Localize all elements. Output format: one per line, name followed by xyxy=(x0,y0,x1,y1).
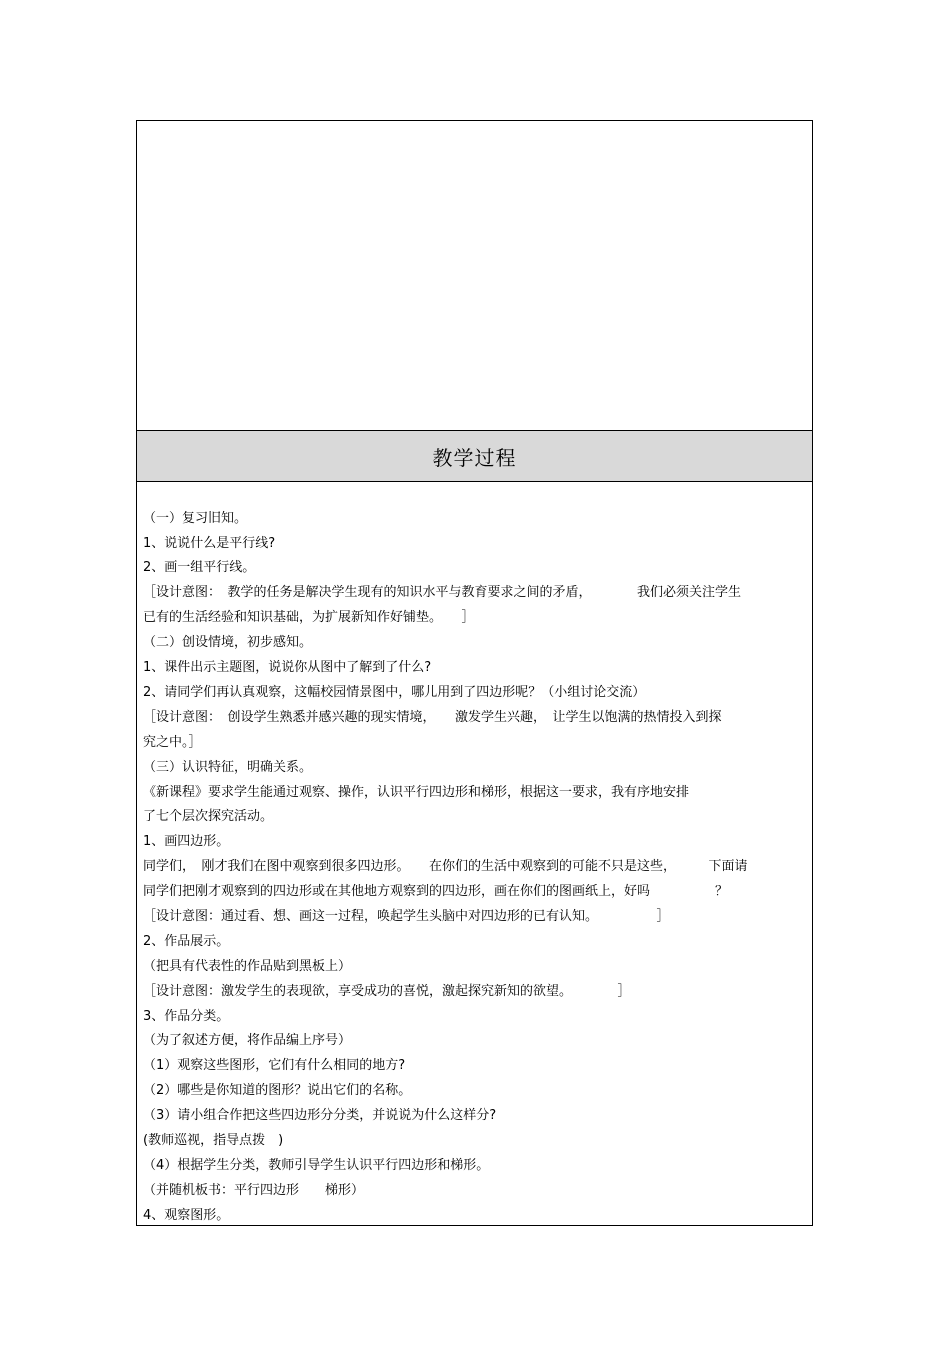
content-line: 2、作品展示。 xyxy=(143,934,230,949)
content-line: （1）观察这些图形，它们有什么相同的地方? xyxy=(143,1058,406,1073)
content-line: 同学们把刚才观察到的四边形或在其他地方观察到的四边形，画在你们的图画纸上，好吗 ？ xyxy=(143,884,729,899)
content-line: （4）根据学生分类，教师引导学生认识平行四边形和梯形。 xyxy=(143,1158,490,1173)
content-line: （三）认识特征，明确关系。 xyxy=(143,760,313,775)
content-line: （2）哪些是你知道的图形？说出它们的名称。 xyxy=(143,1083,412,1098)
content-line: （为了叙述方便，将作品编上序号） xyxy=(143,1033,352,1048)
content-line: ［设计意图：激发学生的表现欲，享受成功的喜悦，激起探究新知的欲望。 ］ xyxy=(143,984,631,999)
content-line: （3）请小组合作把这些四边形分分类，并说说为什么这样分? xyxy=(143,1108,497,1123)
content-line: （并随机板书：平行四边形 梯形） xyxy=(143,1183,365,1198)
content-line: ［设计意图：通过看、想、画这一过程，唤起学生头脑中对四边形的已有认知。 ］ xyxy=(143,909,670,924)
content-line: ［设计意图： 教学的任务是解决学生现有的知识水平与教育要求之间的矛盾， 我们必须关注学生 xyxy=(143,585,742,600)
content-line: ［设计意图： 创设学生熟悉并感兴趣的现实情境， 激发学生兴趣， 让学生以饱满的热情投入到探 xyxy=(143,710,722,725)
content-line: 4、观察图形。 xyxy=(143,1208,230,1223)
content-line: （一）复习旧知。 xyxy=(143,511,248,526)
section-title: 教学过程 xyxy=(432,445,517,470)
content-line: 2、请同学们再认真观察，这幅校园情景图中，哪儿用到了四边形呢？（小组讨论交流） xyxy=(143,685,646,700)
content-line: 《新课程》要求学生能通过观察、操作，认识平行四边形和梯形，根据这一要求，我有序地安排 xyxy=(143,785,690,800)
content-line: 了七个层次探究活动。 xyxy=(143,809,274,824)
content-line: (教师巡视，指导点拨 ) xyxy=(143,1133,284,1148)
lesson-plan-table xyxy=(136,120,813,1226)
content-line: 1、画四边形。 xyxy=(143,834,230,849)
content-line: 同学们， 刚才我们在图中观察到很多四边形。 在你们的生活中观察到的可能不只是这些， 下面请 xyxy=(143,859,748,874)
content-line: 1、课件出示主题图，说说你从图中了解到了什么? xyxy=(143,660,432,675)
content-line: （把具有代表性的作品贴到黑板上） xyxy=(143,959,352,974)
section-header xyxy=(137,431,812,482)
content-line: （二）创设情境，初步感知。 xyxy=(143,635,313,650)
content-line: 究之中。］ xyxy=(143,735,202,750)
content-line: 3、作品分类。 xyxy=(143,1009,230,1024)
content-line: 已有的生活经验和知识基础，为扩展新知作好铺垫。 ］ xyxy=(143,610,475,625)
empty-top-cell xyxy=(137,121,812,431)
content-line: 1、说说什么是平行线? xyxy=(143,536,276,551)
content-line: 2、画一组平行线。 xyxy=(143,560,256,575)
